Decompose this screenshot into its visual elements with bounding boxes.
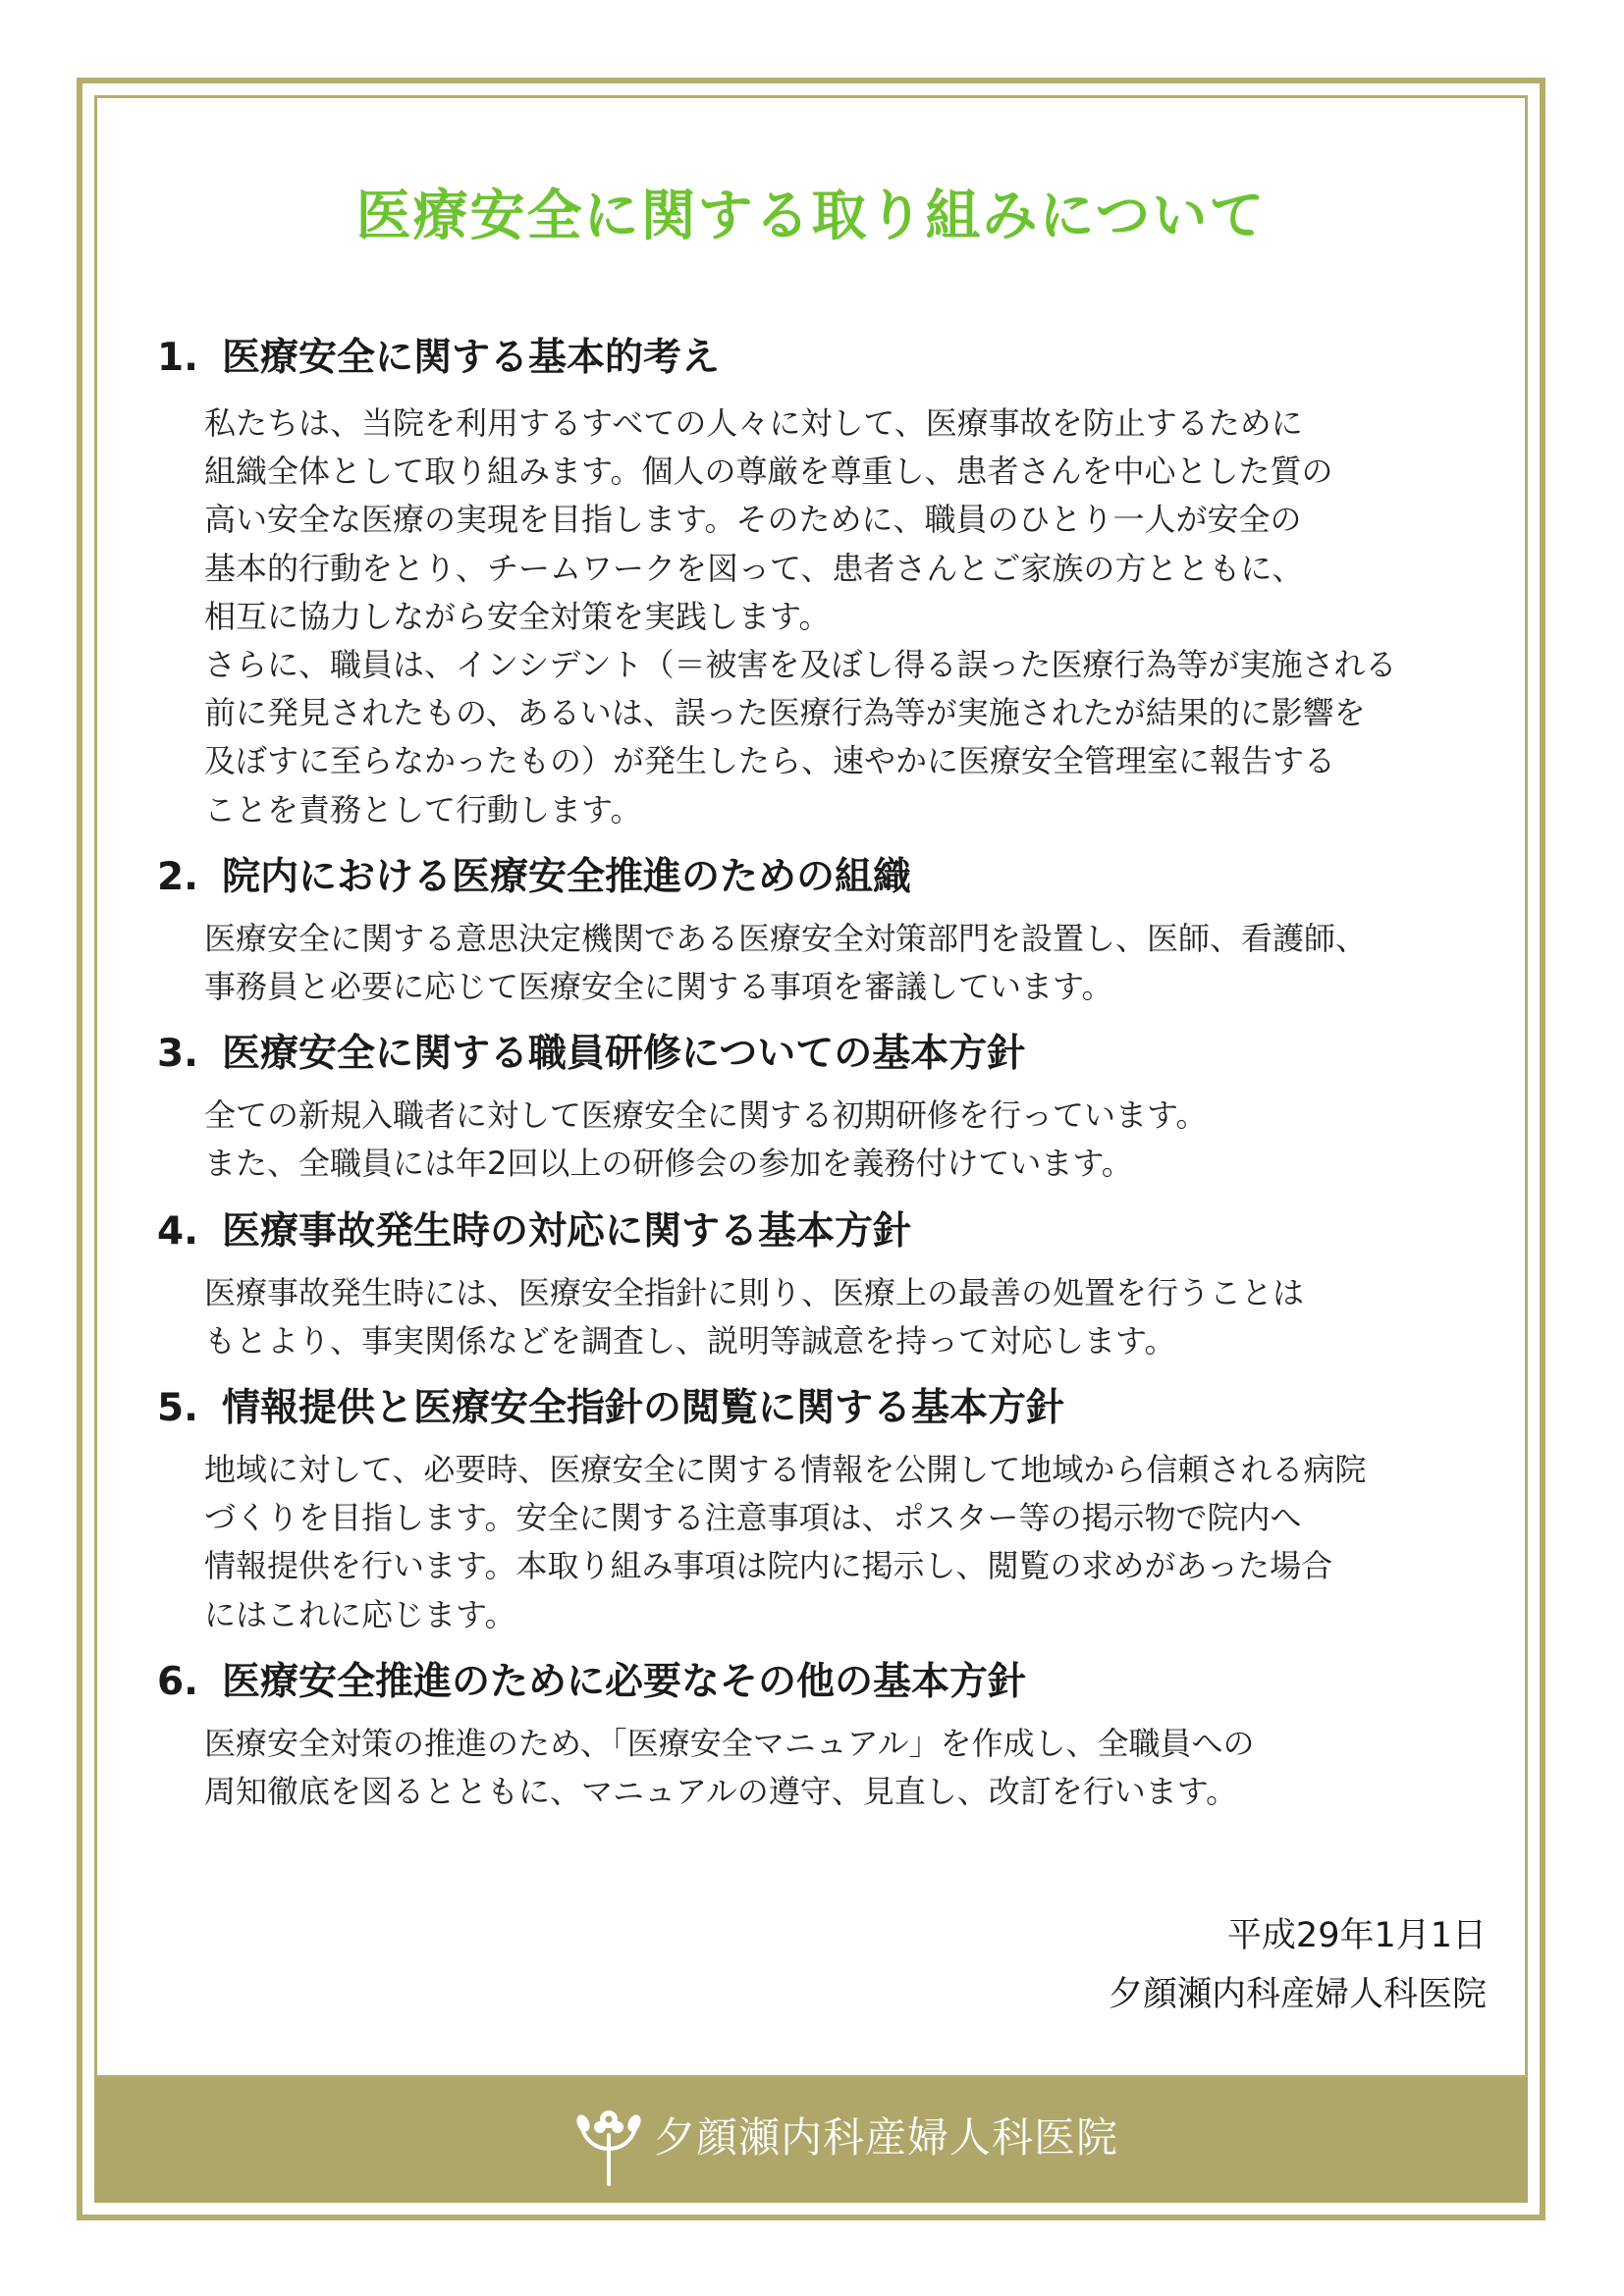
body-line: にはこれに応じます。 — [204, 1595, 516, 1633]
section-title: 院内における医療安全推進のための組織 — [222, 854, 912, 899]
section-heading — [157, 329, 1492, 388]
section-number: 6. — [157, 1659, 198, 1704]
issuer-name: 夕顔瀬内科産婦人科医院 — [1108, 1975, 1487, 2014]
body-line: 医療安全に関する意思決定機関である医療安全対策部門を設置し、医師、看護師、 — [204, 919, 1368, 957]
signature-block — [1109, 1906, 1487, 2024]
body-line: 医療事故発生時には、医療安全指針に則り、医療上の最善の処置を行うことは — [204, 1273, 1305, 1311]
body-line: 私たちは、当院を利用するすべての人々に対して、医療事故を防止するために — [204, 404, 1303, 442]
body-line: さらに、職員は、インシデント（＝被害を及ぼし得る誤った医療行為等が実施される — [204, 646, 1397, 684]
section-body — [204, 1720, 1492, 1816]
section-4 — [157, 1202, 1492, 1365]
body-line: 基本的行動をとり、チームワークを図って、患者さんとご家族の方とともに、 — [204, 549, 1304, 587]
section-number: 2. — [157, 854, 198, 899]
body-line: 高い安全な医療の実現を目指します。そのために、職員のひとり一人が安全の — [204, 501, 1302, 539]
body-line: 組織全体として取り組みます。個人の尊厳を尊重し、患者さんを中心とした質の — [204, 453, 1333, 491]
flower-logo-icon — [574, 2106, 643, 2186]
body-line: 前に発見されたもの、あるいは、誤った医療行為等が実施されたが結果的に影響を — [204, 694, 1366, 732]
body-line: 地域に対して、必要時、医療安全に関する情報を公開して地域から信頼される病院 — [204, 1451, 1367, 1489]
body-line: 全ての新規入職者に対して医療安全に関する初期研修を行っています。 — [204, 1096, 1208, 1135]
section-title: 医療事故発生時の対応に関する基本方針 — [222, 1208, 912, 1254]
section-1 — [157, 329, 1492, 834]
body-line: また、全職員には年2回以上の研修会の参加を義務付けています。 — [204, 1145, 1133, 1183]
footer-clinic-name: 夕顔瀬内科産婦人科医院 — [654, 2113, 1119, 2162]
section-number: 3. — [157, 1032, 198, 1077]
section-5 — [157, 1379, 1492, 1639]
section-body — [204, 1269, 1492, 1365]
body-line: 及ぼすに至らなかったもの）が発生したら、速やかに医療安全管理室に報告する — [204, 742, 1336, 780]
body-line: 周知徹底を図るとともに、マニュアルの遵守、見直し、改訂を行います。 — [204, 1773, 1238, 1811]
body-line: もとより、事実関係などを調査し、説明等誠意を持って対応します。 — [204, 1321, 1176, 1360]
section-body — [204, 915, 1492, 1011]
section-heading — [157, 1025, 1492, 1084]
section-2 — [157, 848, 1492, 1011]
body-line: 医療安全対策の推進のため、「医療安全マニュアル」を作成し、全職員への — [204, 1724, 1255, 1762]
section-title: 医療安全推進のために必要なその他の基本方針 — [222, 1659, 1027, 1704]
section-body — [204, 1446, 1492, 1639]
section-heading — [157, 848, 1492, 907]
issue-date: 平成29年1月1日 — [1226, 1916, 1487, 1955]
section-heading — [157, 1202, 1492, 1261]
body-line: づくりを目指します。安全に関する注意事項は、ポスター等の掲示物で院内へ — [204, 1499, 1302, 1537]
body-line: 事務員と必要に応じて医療安全に関する事項を審議しています。 — [204, 968, 1113, 1006]
section-body — [204, 1092, 1492, 1188]
section-body — [204, 400, 1492, 834]
section-3 — [157, 1025, 1492, 1188]
section-title: 情報提供と医療安全指針の閲覧に関する基本方針 — [222, 1386, 1065, 1431]
section-number: 4. — [157, 1208, 198, 1254]
document-title: 医療安全に関する取り組みについて — [355, 185, 1267, 248]
section-heading — [157, 1653, 1492, 1712]
section-heading — [157, 1379, 1492, 1438]
section-6 — [157, 1653, 1492, 1816]
sections-container — [157, 329, 1492, 1816]
section-title: 医療安全に関する基本的考え — [222, 336, 721, 380]
section-number: 1. — [157, 336, 198, 380]
body-line: ことを責務として行動します。 — [204, 790, 642, 828]
body-line: 相互に協力しながら安全対策を実践します。 — [204, 597, 831, 635]
body-line: 情報提供を行います。本取り組み事項は院内に掲示し、閲覧の求めがあった場合 — [204, 1547, 1333, 1585]
section-title: 医療安全に関する職員研修についての基本方針 — [222, 1032, 1026, 1077]
section-number: 5. — [157, 1386, 198, 1431]
